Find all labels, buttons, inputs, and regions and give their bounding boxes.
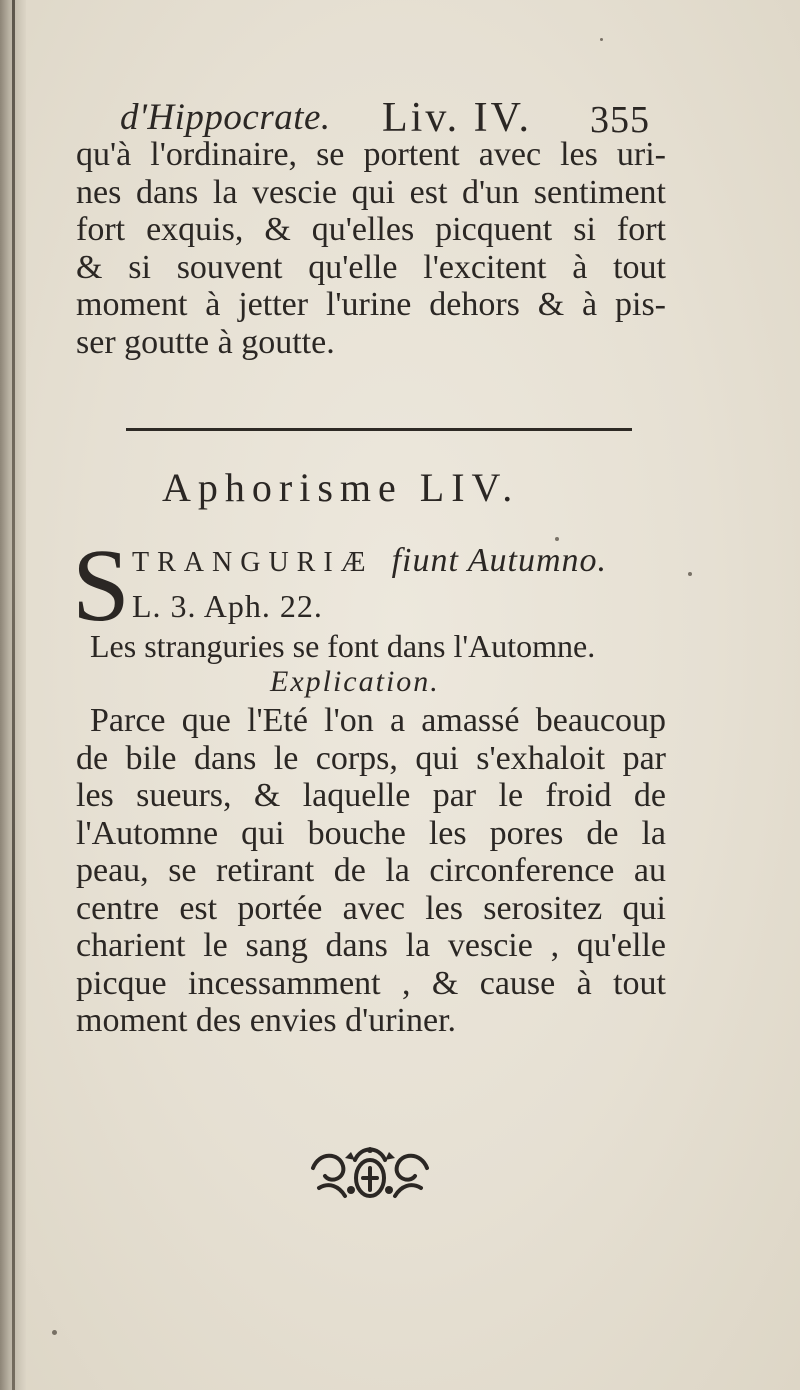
latin-italic: fiunt Autumno. [391,542,608,579]
drop-cap: S [72,528,130,643]
text-line: peau, se retirant de la circonference au [76,852,666,889]
latin-aphorism [132,542,672,580]
fleuron-ornament-icon [305,1138,435,1208]
text-line: Parce que l'Eté l'on a amassé beaucoup [90,702,666,739]
book-number: Liv. IV. [382,95,532,141]
binding-gutter [0,0,26,1390]
text-line: l'Automne qui bouche les pores de la [76,814,666,852]
explication-title: Explication. [270,665,440,698]
text-line: les sueurs, & laquelle par le froid de [76,777,666,814]
text-line: fort exquis, & qu'elles picquent si fort [76,211,666,248]
section-divider [126,428,632,431]
aphorism-reference: L. 3. Aph. 22. [132,588,323,624]
aphorism-heading: Aphorisme LIV. [162,465,520,510]
gutter-shadow-line [12,0,15,1390]
text-line: centre est portée avec les serositez qui [76,889,666,927]
running-title: d'Hippocrate. [120,97,331,138]
text-line: charient le sang dans la vescie , qu'elle [76,927,666,964]
text-line: nes dans la vescie qui est d'un sentiment [76,173,666,211]
text-line: moment des envies d'uriner. [76,1002,457,1039]
text-line: de bile dans le corps, qui s'exhaloit par [76,739,666,777]
text-line: picque incessamment , & cause à tout [76,964,666,1002]
explication-paragraph [76,702,666,1040]
latin-caps: TRANGURIÆ [132,547,374,578]
text-line: moment à jetter l'urine dehors & à pis- [76,286,666,323]
text-line: qu'à l'ordinaire, se portent avec les uri- [76,136,666,173]
paragraph-continuation [76,136,666,361]
text-line: ser goutte à goutte. [76,323,335,361]
text-line: & si souvent qu'elle l'excitent à tout [76,248,666,286]
page-number: 355 [590,99,650,141]
french-translation: Les stranguries se font dans l'Automne. [90,628,596,664]
